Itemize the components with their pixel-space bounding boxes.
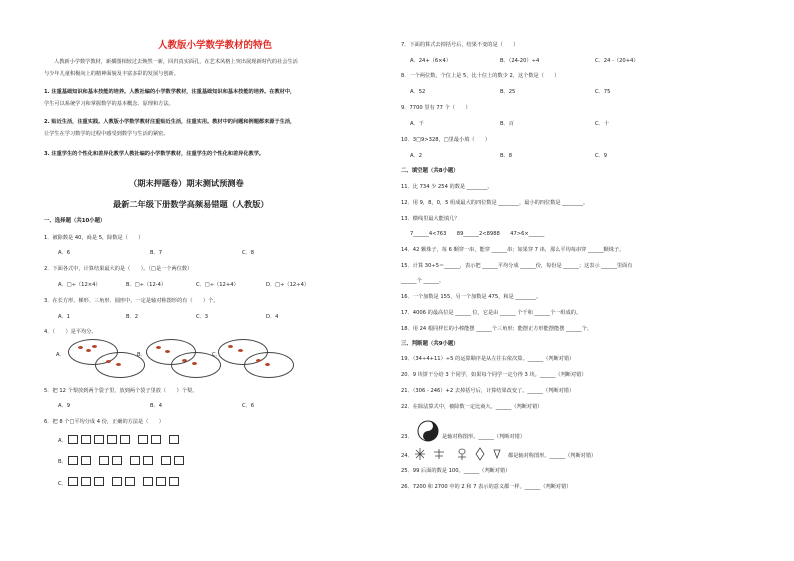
q7-option-a: A．24+（6×4） <box>410 58 452 64</box>
point-2-line-1: 2. 贴近生活，注重实践。人教版小学数学教材注重贴近生活，注重实用。教材中的问题和例题都来源于生活， <box>44 119 296 125</box>
question-24: 都是轴对称图形。______（判断对错） <box>508 453 597 459</box>
fish-icon <box>116 363 121 366</box>
question-16: 16．一个加数是 155，另一个加数是 475，和是 ________。 <box>401 294 542 300</box>
fish-icon <box>238 349 243 352</box>
question-14: 14．42 颗珠子，每 6 颗穿一串，能穿 ______串；如果穿 7 串，那么平均每串穿 ______颗珠子。 <box>401 247 625 253</box>
q10-option-c: C．9 <box>595 153 608 159</box>
yin-yang-icon <box>417 420 439 442</box>
q7-option-b: B．（24-20）÷4 <box>500 58 540 64</box>
q1-option-c: C．8 <box>242 250 255 256</box>
question-13: 13．横线里最大能填几？ <box>401 216 460 222</box>
point-1-line-1: 1. 注重基础知识和基本技能的培养。人教社编的小学数学教材，注重基础知识和基本技能的培养。在教材中， <box>44 89 296 95</box>
q9-option-a: A．千 <box>410 121 424 127</box>
question-21: 21．（306 - 246）+2 去掉括号后，计算结果改变了。______（判断对错） <box>401 388 575 394</box>
intro-line-2: 与少年儿童积极向上的精神面貌及丰富多彩的发展与创新。 <box>44 71 179 77</box>
question-8: 8．一个两位数，个位上是 5，比十位上的数少 2，这个数是（ ） <box>401 73 560 79</box>
exam-title-2: 最新二年级下册数学高频易错题（人教版） <box>113 199 269 209</box>
q6-option-b: B． <box>58 459 67 465</box>
q4-option-c: C． <box>212 352 221 358</box>
question-2: 2．下面各式中，计算结果最大的是（ ）。（□是一个两位数） <box>44 266 193 272</box>
q10-option-a: A．2 <box>410 153 423 159</box>
section-fill: 二、填空题（共8小题） <box>401 168 459 174</box>
q10-option-b: B．8 <box>500 153 513 159</box>
q13-items: 7______4<763 89______2<8988 47>6×______ <box>410 231 545 237</box>
section-judge: 三、判断题（共9小题） <box>401 341 459 347</box>
q5-option-c: C．6 <box>242 403 255 409</box>
point-1-line-2: 学生可以系统学习和掌握数学的基本概念、原理和方法。 <box>44 101 174 107</box>
q2-option-d: D．□÷（12÷4） <box>266 282 310 288</box>
question-7: 7．下面的算式去掉括号后，结果不变的是（ ） <box>401 42 519 48</box>
question-23: 是轴对称图形。______（判断对错） <box>442 434 526 440</box>
exam-title-1: （期末押题卷）期末测试预测卷 <box>129 178 244 188</box>
question-22: 22．在除法算式中，被除数一定比商大。______（判断对错） <box>401 404 543 410</box>
q5-option-b: B．4 <box>150 403 163 409</box>
section-choice: 一、选择题（共10小题） <box>44 218 106 224</box>
question-25: 25．99 后面的数是 100。______（判断对错） <box>401 468 511 474</box>
question-1: 1．被除数是 40，商是 5，除数是（ ） <box>44 235 144 241</box>
question-11: 11．比 734 少 254 的数是 ________。 <box>401 184 493 190</box>
question-4: 4．（ ）是平均分。 <box>44 329 97 335</box>
fish-icon <box>106 360 111 363</box>
fish-icon <box>265 363 270 366</box>
q3-option-a: A．1 <box>58 314 71 320</box>
fish-icon <box>165 350 170 353</box>
fish-icon <box>78 346 83 349</box>
question-23-number: 23． <box>401 434 413 440</box>
q3-option-d: D．4 <box>266 314 279 320</box>
q9-option-c: C．十 <box>595 121 609 127</box>
q6-boxes-c <box>68 477 179 486</box>
q2-option-a: A．□÷（12×4） <box>58 282 101 288</box>
q6-option-a: A． <box>58 438 67 444</box>
question-6: 6．把 8 个□平均分成 4 份，正确的方法是（ ） <box>44 419 164 425</box>
fish-icon <box>182 359 187 362</box>
question-12: 12．用 9，8，0，5 组成最大的四位数是 ________，最小的四位数是 ________。 <box>401 200 589 206</box>
q6-boxes-b <box>68 456 184 465</box>
fish-icon <box>156 346 161 349</box>
point-3: 3. 注重学生的个性化和差异化教学人教社编的小学数学教材，注重学生的个性化和差异化教学。 <box>44 151 265 157</box>
point-2-line-2: 让学生在学习数学的过程中感受到数学与生活的紧密。 <box>44 131 169 137</box>
q5-option-a: A．9 <box>58 403 71 409</box>
q1-option-a: A．6 <box>58 250 71 256</box>
q9-option-b: B．百 <box>500 121 514 127</box>
fish-icon <box>92 345 97 348</box>
fish-icon <box>256 359 261 362</box>
q8-option-b: B．25 <box>500 89 516 95</box>
question-9: 9．7700 里有 77 个（ ） <box>401 105 471 111</box>
fish-icon <box>86 349 91 352</box>
intro-line-1: 人教新小学数学教材，新插图相较过去焕然一新，回归真实面孔，在艺术风格上突出展现新时代的社会生活 <box>54 59 298 65</box>
question-20: 20．9 块饼干分给 3 个同学，如果每个同学一定分得 3 块。______（判断对错） <box>401 372 587 378</box>
question-19: 19．（34÷4+11）÷5 的运算顺序是从左往右依次算。______（判断对错） <box>401 356 575 362</box>
question-15: 15．计算 30÷5＝______，表示把 ______平均分成 ______份，每份是 ______；这表示 ______里面有 <box>401 263 633 269</box>
question-18: 18．用 24 根同样长的小棒能摆 ______个三角形；能摆正方形能摆能摆 ______个。 <box>401 326 592 332</box>
question-17: 17．4006 的最高位是 ______ 位，它是由 ______ 个千和 ______个一组成的。 <box>401 310 582 316</box>
q6-boxes-a <box>68 435 179 444</box>
q8-option-a: A．52 <box>410 89 426 95</box>
q2-option-b: B．□÷（12-4） <box>126 282 167 288</box>
q1-option-b: B．7 <box>150 250 163 256</box>
fish-icon <box>228 345 233 348</box>
question-15-cont: ______个 ______。 <box>401 278 445 284</box>
fish-icon <box>192 362 197 365</box>
q4-option-a: A． <box>56 352 65 358</box>
q3-option-c: C．3 <box>196 314 209 320</box>
symmetry-shapes-icon <box>414 447 502 461</box>
feature-title: 人教版小学数学教材的特色 <box>158 40 273 51</box>
question-5: 5．把 12 个梨放到两个袋子里，放到两个袋子里放（ ）个梨。 <box>44 388 198 394</box>
q7-option-c: C．24 -（20+4） <box>595 58 639 64</box>
q8-option-c: C．75 <box>595 89 611 95</box>
question-10: 10．3□9>328，□里最小填（ ） <box>401 137 491 143</box>
question-26: 26．7200 和 2700 中的 2 和 7 表示的意义都一样。______（判断对错） <box>401 484 572 490</box>
q4-option-b: B． <box>137 352 146 358</box>
q6-option-c: C． <box>58 481 67 487</box>
q3-option-b: B．2 <box>126 314 139 320</box>
question-3: 3．在长方形、梯形、三角形、圆形中，一定是轴对称图形的有（ ）个。 <box>44 298 219 304</box>
question-24-number: 24． <box>401 453 413 459</box>
q2-option-c: C．□÷（12+4） <box>196 282 239 288</box>
